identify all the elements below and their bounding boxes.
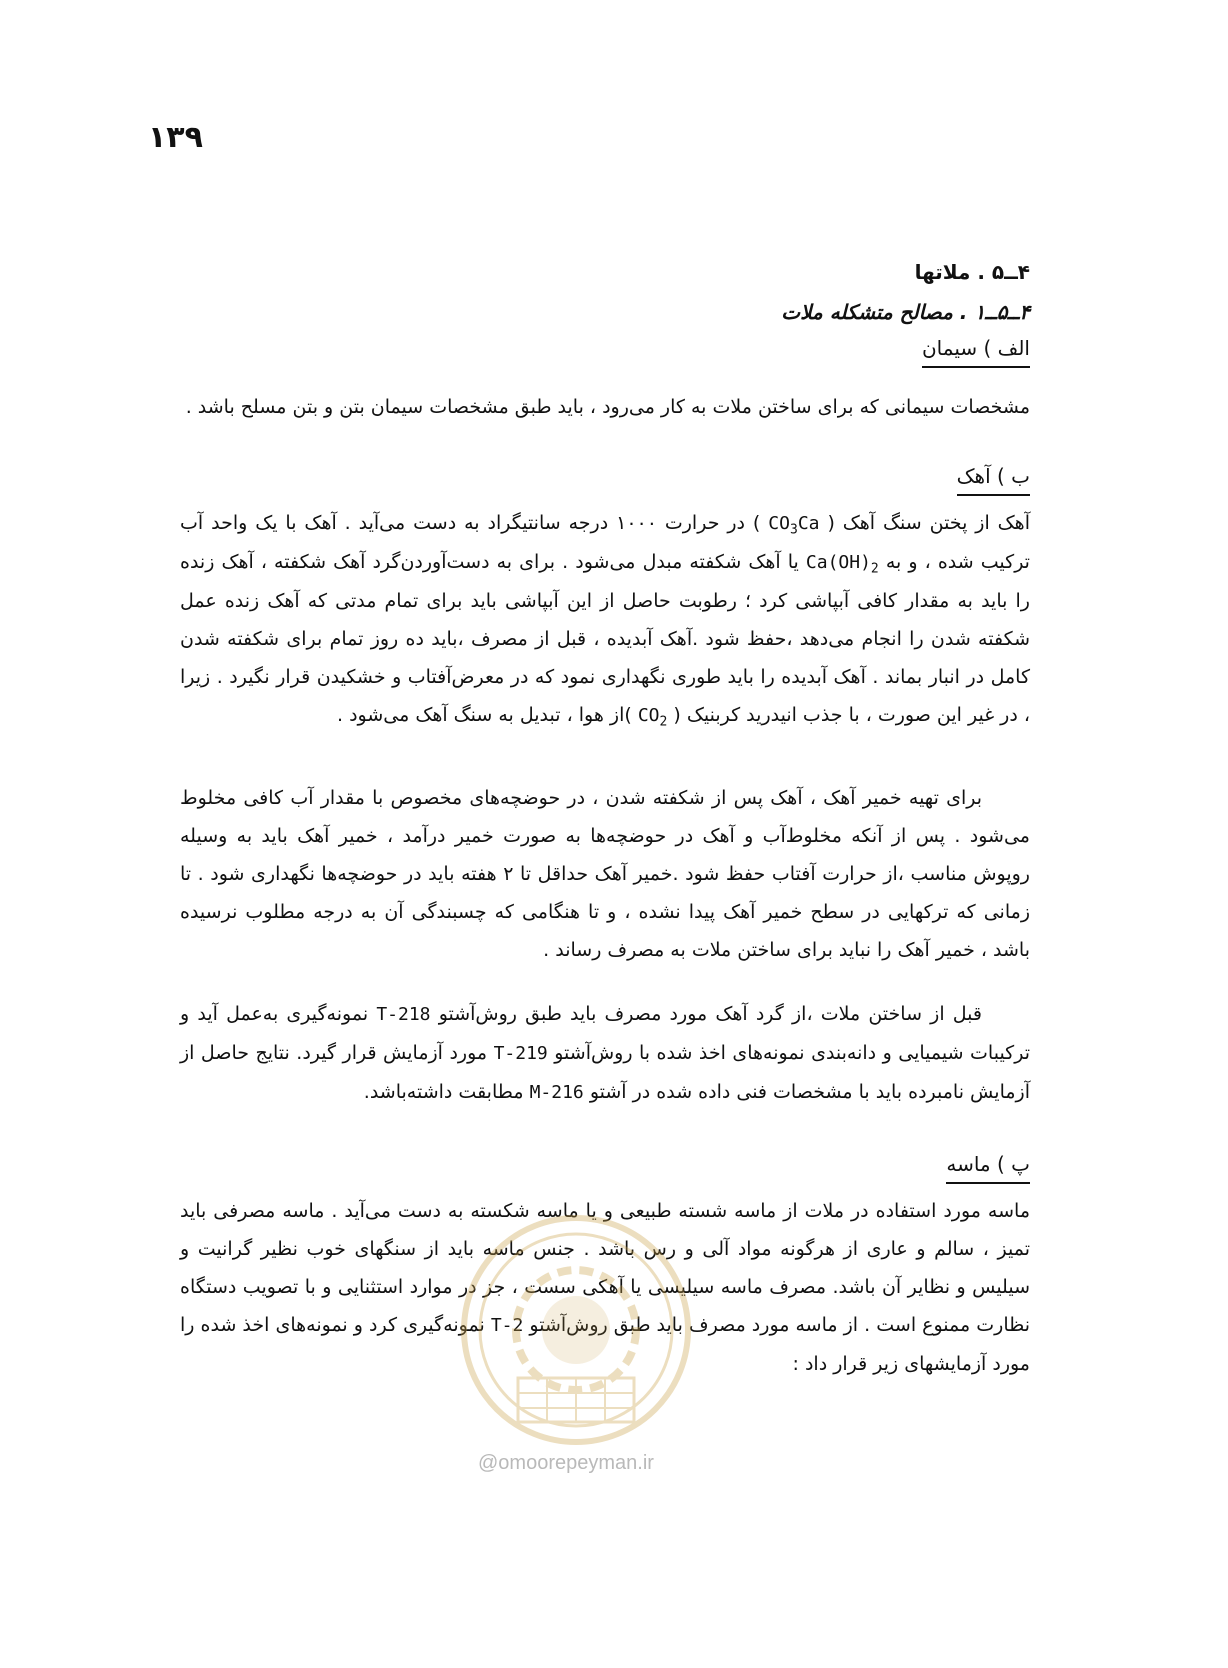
watermark-url: @omoorepeyman.ir <box>478 1452 654 1474</box>
lime-title: ب ) آهک <box>957 460 1030 496</box>
formula-part: Ca <box>797 513 820 534</box>
sand-text-b: نمونه‌گیری کرد و نمونه‌های اخذ شده را مورد آزمایشهای زیر قرار داد : <box>180 1314 1030 1375</box>
standard-code: T-2 <box>490 1315 524 1336</box>
lime-paragraph-3 <box>180 995 1030 1112</box>
lime-p3-text-a: قبل از ساختن ملات ،از گرد آهک مورد مصرف باید طبق روش‌آشتو <box>438 1003 982 1025</box>
formula-subscript: 3 <box>789 522 798 538</box>
page-number: ۱۳۹ <box>148 120 203 155</box>
lime-paragraph-1 <box>180 504 1030 735</box>
standard-code: T-218 <box>376 1004 431 1025</box>
formula-subscript: 2 <box>870 561 879 577</box>
section-subheading: ۴ــ۵ــ۱ . مصالح متشکله ملات <box>781 300 1030 324</box>
lime-p3-text-b: نمونه‌گیری به‌عمل آید و ترکیبات شیمیایی و دانه‌بندی نمونه‌های اخذ شده با روش‌آشتو <box>180 1003 1030 1064</box>
standard-code: T-219 <box>493 1043 548 1064</box>
formula-part: CO <box>637 705 660 726</box>
section-heading: ۴ــ۵ . ملاتها <box>914 260 1030 284</box>
lime-p3-text-d: مطابقت داشته‌باشد. <box>363 1081 524 1103</box>
formula-calcium-hydroxide <box>805 552 879 577</box>
lime-p1-text-a: آهک از پختن سنگ آهک ( <box>827 512 1030 534</box>
formula-part: Ca(OH) <box>805 552 871 573</box>
sand-title: پ ) ماسه <box>946 1148 1030 1184</box>
lime-p1-text-c: یا آهک شکفته مبدل می‌شود . برای به دست‌آوردن‌گرد آهک شکفته ، آهک زنده را باید به مقدار کافی آبپاشی کرد ؛ رطوبت حاصل از این آبپاشی باید برای تمام مدتی که آهک زنده عمل شکفته شدن را انجام می‌دهد ،حفظ شود .آهک آبدیده ، قبل از مصرف ،باید ده روز تمام برای شکفته شدن کامل در انبار بماند . آهک آبدیده را باید طوری نگهداری نمود که در معرض‌آفتاب و خشکیدن قرار نگیرد . زیرا ، در غیر این صورت ، با جذب انیدرید کربنیک ( <box>180 551 1030 726</box>
watermark-seal-icon <box>456 1210 696 1450</box>
formula-subscript: 2 <box>659 714 668 730</box>
lime-p1-text-d: )از هوا ، تبدیل به سنگ آهک می‌شود . <box>337 704 632 726</box>
lime-p1-text-b: ) در حرارت ۱۰۰۰ درجه سانتیگراد به دست می‌آید . آهک با یک واحد آب ترکیب شده ، و به <box>180 512 1030 573</box>
formula-part: CO <box>768 513 790 534</box>
cement-paragraph: مشخصات سیمانی که برای ساختن ملات به کار می‌رود ، باید طبق مشخصات سیمان بتن و بتن مسلح باشد . <box>185 396 1030 418</box>
formula-carbon-dioxide <box>637 705 668 730</box>
sand-text-a: ماسه مورد استفاده در ملات از ماسه شسته طبیعی و یا ماسه شکسته به دست می‌آید . ماسه مصرفی باید تمیز ، سالم و عاری از هرگونه مواد آلی و رس باشد . جنس ماسه باید از سنگهای خوب نظیر گرانیت و سیلیس و نظایر آن باشد. مصرف ماسه سیلیسی یا آهکی سست ، جز در موارد استثنایی و با تصویب دستگاه نظارت ممنوع است . از ماسه مورد مصرف باید طبق روش‌آشتو <box>180 1200 1030 1336</box>
lime-p3-text-c: مورد آزمایش قرار گیرد. نتایج حاصل از آزمایش نامبرده باید با مشخصات فنی داده شده در آشتو <box>180 1042 1030 1103</box>
formula-calcium-carbonate <box>768 513 820 538</box>
lime-paragraph-2: برای تهیه خمیر آهک ، آهک پس از شکفته شدن ، در حوضچه‌های مخصوص با مقدار آب کافی مخلوط می‌شود . پس از آنکه مخلوط‌آب و آهک در حوضچه‌ها به صورت خمیر درآمد ، خمیر آهک باید به وسیله روپوش مناسب ،از حرارت آفتاب حفظ شود .خمیر آهک حداقل تا ۲ هفته باید در حوضچه‌ها نگهداری شود . تا زمانی که ترکهایی در سطح خمیر آهک پیدا نشده ، و تا هنگامی که چسبندگی آن به درجه مطلوب نرسیده باشد ، خمیر آهک را نباید برای ساختن ملات به مصرف رساند . <box>180 787 1030 961</box>
cement-title: الف ) سیمان <box>922 332 1030 368</box>
standard-code: M-216 <box>529 1082 584 1103</box>
